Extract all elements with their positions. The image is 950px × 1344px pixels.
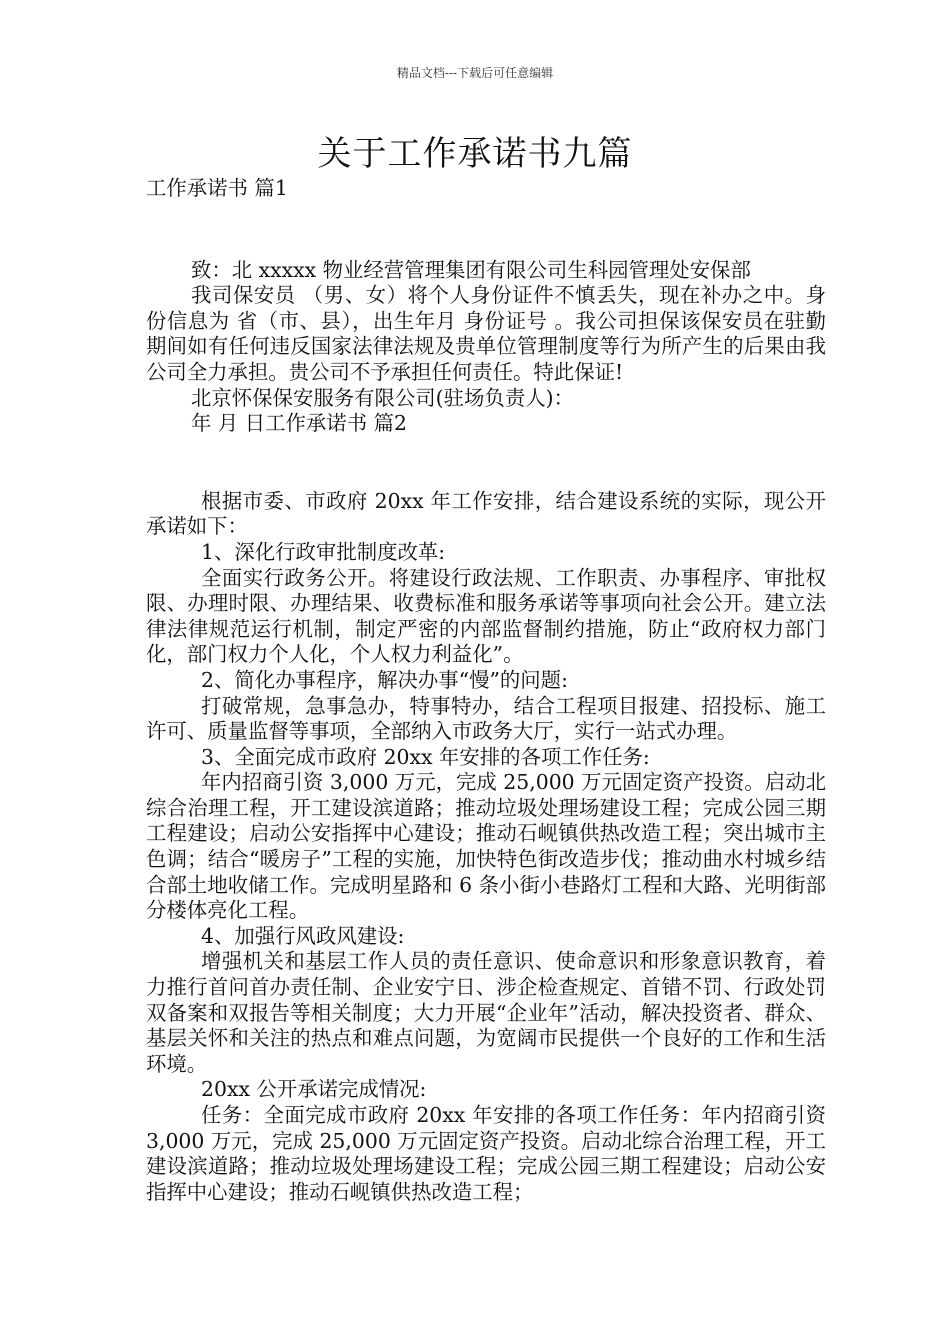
section1-paragraph: 我司保安员 （男、女）将个人身份证件不慎丢失，现在补办之中。身份信息为 省（市、县），出生年月 身份证号 。我公司担保该保安员在驻勤期间如有任何违反国家法律法规及贵单位管理制度等行为所产生的后果由我公司全力承担。贵公司不予承担任何责任。特此保证! [146, 283, 826, 384]
spacer [146, 202, 826, 258]
page-header: 精品文档---下载后可任意编辑 [396, 66, 554, 80]
page-title: 关于工作承诺书九篇 [317, 134, 633, 174]
item-heading-1: 1、深化行政审批制度改革: [201, 539, 446, 564]
item-paragraph-2: 打破常规，急事急办，特事特办，结合工程项目报建、招投标、施工许可、质量监督等事项，全部纳入市政务大厅，实行一站式办理。 [146, 693, 826, 744]
item-heading-2: 2、简化办事程序，解决办事“慢”的问题: [201, 667, 568, 692]
document-body [146, 176, 826, 1205]
completion-paragraph: 任务：全面完成市政府 20xx 年安排的各项工作任务：年内招商引资 3,000 万元，完成 25,000 万元固定资产投资。启动北综合治理工程，开工建设滨道路；推动垃圾处理场建设工程；完成公园三期工程建设；启动公安指挥中心建设；推动石岘镇供热改造工程； [146, 1103, 826, 1204]
item-heading-4: 4、加强行风政风建设: [201, 923, 405, 948]
addressee-line: 致：北 xxxxx 物业经营管理集团有限公司生科园管理处安保部 [191, 257, 751, 282]
item-paragraph-3: 年内招商引资 3,000 万元，完成 25,000 万元固定资产投资。启动北综合治理工程，开工建设滨道路；推动垃圾处理场建设工程；完成公园三期工程建设；启动公安指挥中心建设；推动石岘镇供热改造工程；突出城市主色调；结合“暖房子”工程的实施，加快特色街改造步伐；推动曲水村城乡结合部土地收储工作。完成明星路和 6 条小街小巷路灯工程和大路、光明街部分楼体亮化工程。 [146, 770, 826, 923]
signer-line: 北京怀保保安服务有限公司(驻场负责人)： [191, 385, 574, 410]
date-line: 年 月 日工作承诺书 篇2 [191, 411, 407, 436]
completion-heading: 20xx 公开承诺完成情况: [201, 1077, 427, 1102]
item-paragraph-4: 增强机关和基层工作人员的责任意识、使命意识和形象意识教育，着力推行首问首办责任制、企业安宁日、涉企检查规定、首错不罚、行政处罚双备案和双报告等相关制度；大力开展“企业年”活动，解决投资者、群众、基层关怀和关注的热点和难点问题，为宽阔市民提供一个良好的工作和生活环境。 [146, 949, 826, 1076]
spacer [146, 437, 826, 489]
item-heading-3: 3、全面完成市政府 20xx 年安排的各项工作任务: [201, 744, 650, 769]
section1-heading: 工作承诺书 篇1 [146, 176, 288, 200]
item-paragraph-1: 全面实行政务公开。将建设行政法规、工作职责、办事程序、审批权限、办理时限、办理结果、收费标准和服务承诺等事项向社会公开。建立法律法律规范运行机制，制定严密的内部监督制约措施，防止“政府权力部门化，部门权力个人化，个人权力利益化”。 [146, 565, 826, 667]
section2-intro: 根据市委、市政府 20xx 年工作安排，结合建设系统的实际，现公开承诺如下： [146, 488, 826, 539]
